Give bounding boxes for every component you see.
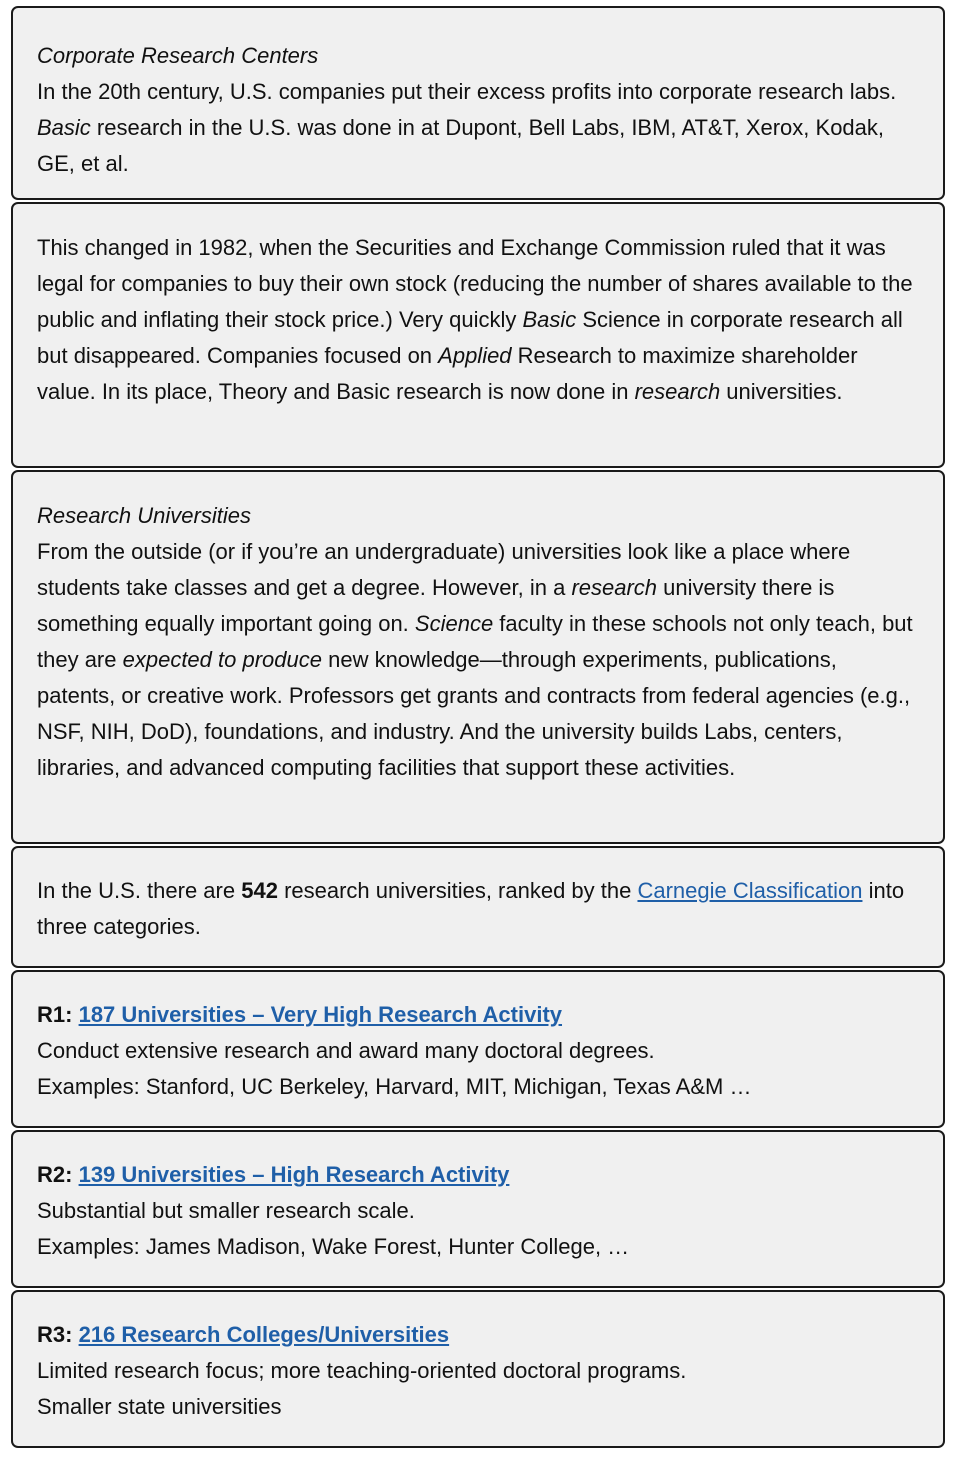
text-segment: research in the U.S. was done in at Dupont, Bell Labs, IBM, AT&T, Xerox, Kodak, GE, et al. (37, 115, 885, 176)
tier-r3-examples: Smaller state universities (37, 1394, 282, 1419)
us-research-universities-count-box (11, 846, 945, 968)
tier-r2-examples: Examples: James Madison, Wake Forest, Hunter College, … (37, 1234, 630, 1259)
emphasis-basic: Basic (522, 307, 577, 332)
text-segment: Science in corporate research all but disappeared. Companies focused on (37, 307, 903, 368)
tier-r1-box (11, 970, 945, 1128)
text-segment: In the 20th century, U.S. companies put their excess profits into corporate research labs. (37, 79, 897, 104)
text-segment: into three categories. (37, 878, 905, 939)
text-segment: universities. (720, 379, 843, 404)
tier-label: R3: (37, 1322, 73, 1347)
text-segment: university there is something equally important going on. (37, 575, 835, 636)
text-segment: From the outside (or if you’re an undergraduate) universities look like a place where students take classes and get a degree. However, in a (37, 539, 851, 600)
tier-r3-link[interactable]: 216 Research Colleges/Universities (78, 1322, 450, 1347)
tier-r2-heading (37, 1157, 919, 1193)
tier-label: R1: (37, 1002, 73, 1027)
emphasis-science: Science (414, 611, 494, 636)
text-segment: In the U.S. there are (37, 878, 242, 903)
text-segment: research universities, ranked by the (277, 878, 638, 903)
section-title-corporate-research: Corporate Research Centers (37, 43, 319, 68)
tier-r1-description: Conduct extensive research and award many doctoral degrees. (37, 1038, 655, 1063)
carnegie-classification-link[interactable]: Carnegie Classification (637, 878, 863, 903)
research-universities-box (11, 470, 945, 844)
tier-r1-heading (37, 997, 919, 1033)
tier-r2-description: Substantial but smaller research scale. (37, 1198, 415, 1223)
tier-r2-box (11, 1130, 945, 1288)
section-title-research-universities: Research Universities (37, 503, 251, 528)
tier-r1-link[interactable]: 187 Universities – Very High Research Activity (78, 1002, 563, 1027)
tier-r3-box (11, 1290, 945, 1448)
corporate-research-box (11, 6, 945, 200)
emphasis-research: research (634, 379, 721, 404)
text-segment: Research to maximize shareholder value. In its place, Theory and Basic research is now done in (37, 343, 858, 404)
tier-r2-link[interactable]: 139 Universities – High Research Activity (78, 1162, 510, 1187)
emphasis-basic: Basic (37, 115, 91, 140)
text-segment: faculty in these schools not only teach, but they are (37, 611, 913, 672)
tier-r3-heading (37, 1317, 919, 1353)
change-1982-paragraph (37, 230, 919, 410)
emphasis-expected-to-produce: expected to produce (122, 647, 322, 672)
count-paragraph (37, 873, 919, 945)
tier-r3-description: Limited research focus; more teaching-oriented doctoral programs. (37, 1358, 687, 1383)
university-count: 542 (241, 878, 278, 903)
tier-label: R2: (37, 1162, 73, 1187)
text-segment: This changed in 1982, when the Securities and Exchange Commission ruled that it was legal for companies to buy their own stock (reducing the number of shares available to the public and inflating their stock price.) Very quickly (37, 235, 913, 332)
corporate-research-paragraph (37, 74, 919, 182)
emphasis-applied: Applied (438, 343, 512, 368)
emphasis-research: research (571, 575, 658, 600)
tier-r1-examples: Examples: Stanford, UC Berkeley, Harvard, MIT, Michigan, Texas A&M … (37, 1074, 752, 1099)
change-1982-box (11, 202, 945, 468)
text-segment: new knowledge—through experiments, publications, patents, or creative work. Professors get grants and contracts from federal agencies (e.g., NSF, NIH, DoD), foundations, and industry. And the university builds Labs, centers, libraries, and advanced computing facilities that support these activities. (37, 647, 911, 780)
research-universities-paragraph (37, 534, 919, 786)
